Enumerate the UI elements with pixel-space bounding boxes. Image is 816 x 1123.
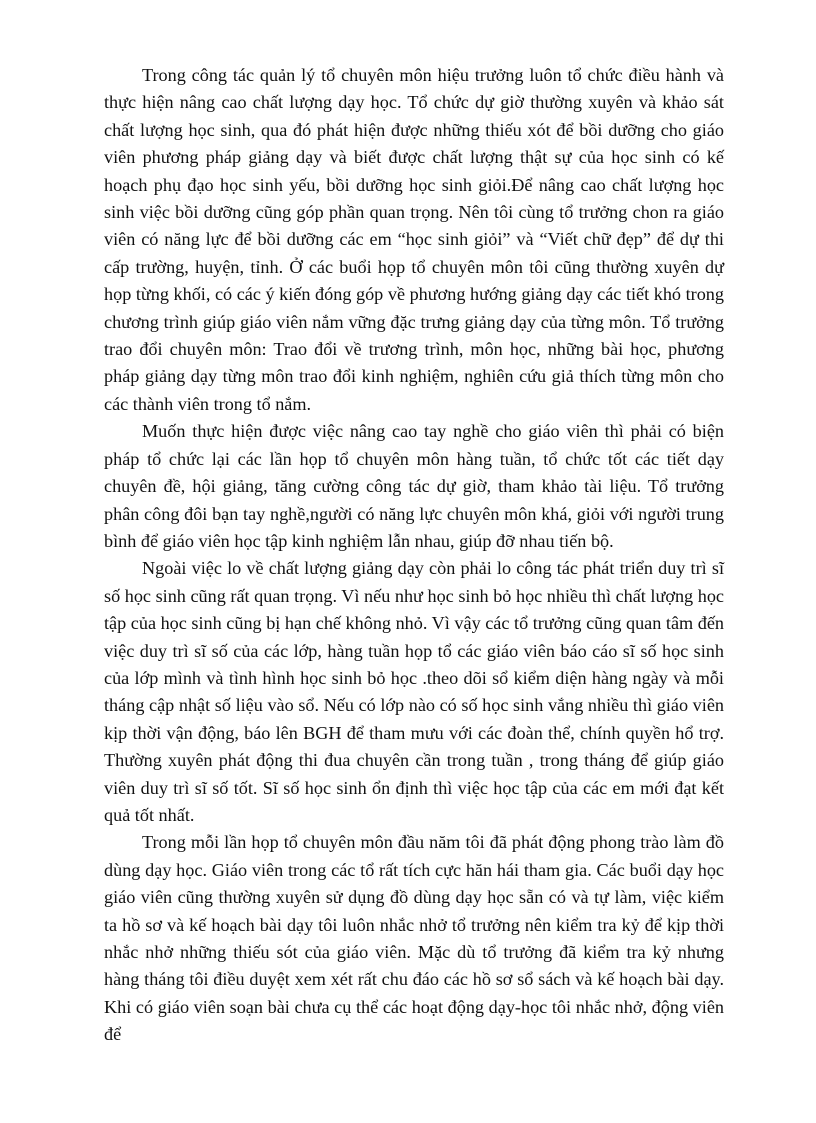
paragraph-1: Trong công tác quản lý tổ chuyên môn hiệu trưởng luôn tổ chức điều hành và thực hiện nâng cao chất lượng dạy học. Tổ chức dự giờ thường xuyên và khảo sát chất lượng học sinh, qua đó phát hiện được những thiếu xót để bồi dưỡng cho giáo viên phương pháp giảng dạy và biết được chất lượng thật sự của học sinh có kế hoạch phụ đạo học sinh yếu, bồi dưỡng học sinh giỏi.Để nâng cao chất lượng học sinh việc bồi dưỡng cũng góp phần quan trọng. Nên tôi cùng tổ trưởng chon ra giáo viên có năng lực để bồi dưỡng các em “học sinh giỏi” và “Viết chữ đẹp” để dự thi cấp trường, huyện, tỉnh. Ở các buổi họp tổ chuyên môn tôi cũng thường xuyên dự họp từng khối, có các ý kiến đóng góp về phương hướng giảng dạy các tiết khó trong chương trình giúp giáo viên nắm vững đặc trưng giảng dạy của từng môn. Tổ trưởng trao đổi chuyên môn: Trao đổi về trương trình, môn học, những bài học, phương pháp giảng dạy từng môn trao đổi kinh nghiệm, nghiên cứu giả thích từng môn cho các thành viên trong tổ nắm. bbox=[104, 65, 724, 414]
paragraph-4: Trong mỗi lần họp tổ chuyên môn đầu năm tôi đã phát động phong trào làm đồ dùng dạy học. Giáo viên trong các tổ rất tích cực hăn hái tham gia. Các buổi dạy học giáo viên cũng thường xuyên sử dụng đồ dùng dạy học sẵn có và tự làm, việc kiểm ta hồ sơ và kế hoạch bài dạy tôi luôn nhắc nhở tổ trưởng nên kiểm tra kỷ để kịp thời nhắc nhở những thiếu sót của giáo viên. Mặc dù tổ trưởng đã kiểm tra kỷ nhưng hàng tháng tôi điều duyệt xem xét rất chu đáo các hồ sơ sổ sách và kế hoạch bài dạy. Khi có giáo viên soạn bài chưa cụ thể các hoạt động dạy-học tôi nhắc nhở, động viên để bbox=[104, 832, 724, 1045]
document-page bbox=[104, 62, 724, 1049]
paragraph-3: Ngoài việc lo về chất lượng giảng dạy còn phải lo công tác phát triển duy trì sĩ số học sinh cũng rất quan trọng. Vì nếu như học sinh bỏ học nhiều thì chất lượng học tập của học sinh cũng bị hạn chế không nhỏ. Vì vậy các tổ trưởng cũng quan tâm đến việc duy trì sĩ số của các lớp, hàng tuần họp tổ các giáo viên báo cáo sĩ số học sinh của lớp mình và tình hình học sinh bỏ học .theo dõi sổ kiểm diện hàng ngày và mỗi tháng cập nhật số liệu vào sổ. Nếu có lớp nào có số học sinh vắng nhiều thì giáo viên kịp thời vận động, báo lên BGH để tham mưu với các đoàn thể, chính quyền hổ trợ. Thường xuyên phát động thi đua chuyên cần trong tuần , trong tháng để giúp giáo viên duy trì sĩ số tốt. Sĩ số học sinh ổn định thì việc học tập của các em mới đạt kết quả tốt nhất. bbox=[104, 558, 724, 825]
paragraph-2: Muốn thực hiện được việc nâng cao tay nghề cho giáo viên thì phải có biện pháp tổ chức lại các lần họp tổ chuyên môn hàng tuần, tổ chức tốt các tiết dạy chuyên đề, hội giảng, tăng cường công tác dự giờ, tham khảo tài liệu. Tổ trưởng phân công đôi bạn tay nghề,người có năng lực chuyên môn khá, giỏi với người trung bình để giáo viên học tập kinh nghiệm lẫn nhau, giúp đỡ nhau tiến bộ. bbox=[104, 421, 724, 551]
